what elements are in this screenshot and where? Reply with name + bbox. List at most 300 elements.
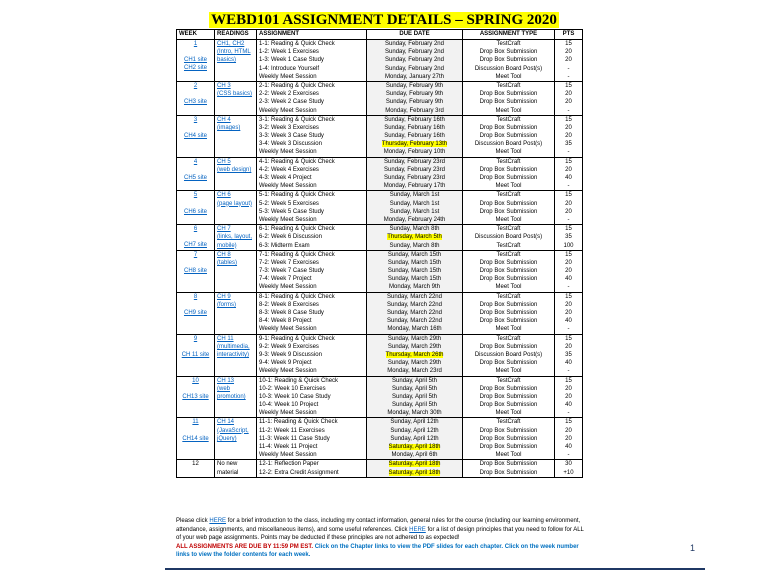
assignment-name: 6-3: Midterm Exam <box>259 242 310 249</box>
due-date-cell <box>367 115 463 157</box>
due-date: Sunday, April 12th <box>390 435 439 442</box>
assignment-type: Meet Tool <box>495 183 522 190</box>
chapter-link[interactable]: CH 5 <box>217 158 231 165</box>
assignment-cell <box>257 191 367 225</box>
assignment-type: Drop Box Submission <box>479 91 538 98</box>
assignment-type: Drop Box Submission <box>479 444 538 451</box>
due-date: Monday, March 30th <box>387 410 442 417</box>
pts-cell <box>555 115 583 157</box>
week-row <box>177 81 583 115</box>
due-date: Sunday, February 9th <box>385 82 444 89</box>
assignment-name: Weekly Meet Session <box>259 326 317 333</box>
chapter-link[interactable]: (images) <box>217 124 241 131</box>
due-date <box>369 351 460 359</box>
assignment-name: 2-3: Week 2 Case Study <box>259 99 324 106</box>
chapter-link[interactable]: (CSS basics) <box>217 91 253 98</box>
week-number-link[interactable]: 5 <box>193 192 198 199</box>
points: 30 <box>565 461 572 468</box>
due-date: Monday, February 10th <box>383 149 446 156</box>
intro-here-link[interactable]: HERE <box>209 518 227 524</box>
week-number-link[interactable]: 1 <box>193 41 198 47</box>
due-date: Monday, March 23rd <box>387 368 442 375</box>
assignment-cell <box>257 418 367 460</box>
points: 20 <box>565 268 572 275</box>
chapter-link[interactable]: (page layout) <box>217 200 253 207</box>
header-due-date: DUE DATE <box>367 30 463 40</box>
chapter-site-link[interactable]: CH5 site <box>183 174 207 181</box>
header-assignment-type: ASSIGNMENT TYPE <box>463 30 555 40</box>
week-cell <box>177 460 215 477</box>
assignment-name: 9-4: Week 9 Project <box>259 360 312 367</box>
due-date: Sunday, March 15th <box>387 259 442 266</box>
type-cell <box>463 40 555 82</box>
week-cell <box>177 250 215 292</box>
assignment-type: Meet Tool <box>495 326 522 333</box>
highlighted-date: Thursday, March 26th <box>385 351 444 358</box>
assignment-name: Weekly Meet Session <box>259 368 317 375</box>
due-date: Sunday, March 15th <box>387 268 442 275</box>
assignment-cell <box>257 157 367 191</box>
assignment-name: Weekly Meet Session <box>259 410 317 417</box>
header-assignment: ASSIGNMENT <box>257 30 367 40</box>
type-cell <box>463 81 555 115</box>
pts-cell <box>555 40 583 82</box>
chapter-link[interactable]: CH 7 <box>217 226 231 233</box>
due-date: Sunday, February 16th <box>384 124 445 131</box>
chapter-site-link[interactable]: CH1 site CH2 site <box>183 57 207 72</box>
assignment-name: 8-2: Week 8 Exercises <box>259 301 319 308</box>
assignment-type: Drop Box Submission <box>479 276 538 283</box>
assignment-cell <box>257 115 367 157</box>
assignment-type: Discussion Board Post(s) <box>474 141 543 148</box>
assignment-name: Weekly Meet Session <box>259 107 317 114</box>
chapter-link[interactable]: jQuery) <box>217 435 237 442</box>
chapter-link[interactable]: mobile) <box>217 242 237 249</box>
readings-cell <box>215 376 257 418</box>
points: 20 <box>565 99 572 106</box>
points: 20 <box>565 124 572 131</box>
points: 20 <box>565 301 572 308</box>
chapter-site-link[interactable]: CH8 site <box>183 267 207 274</box>
week-row <box>177 376 583 418</box>
chapter-link[interactable]: CH1, CH2 <box>217 41 245 47</box>
header-readings: READINGS <box>215 30 257 40</box>
due-date-cell <box>367 225 463 251</box>
chapter-link[interactable]: interactivity) <box>217 352 250 359</box>
due-date: Sunday, February 23rd <box>384 175 445 181</box>
assignment-type: Meet Tool <box>495 410 522 417</box>
pts-cell <box>555 191 583 225</box>
type-cell <box>463 292 555 334</box>
notes-text: for a brief introduction to the class, including my contact information, general rules for the course (including our learning environment, attendance, assignments, and miscellaneous items), and some useful references. Click <box>176 518 581 533</box>
week-row <box>177 418 583 460</box>
assignment-name: 2-1: Reading & Quick Check <box>259 82 335 89</box>
assignment-name: 2-2: Week 2 Exercises <box>259 91 319 98</box>
week-cell <box>177 115 215 157</box>
week-cell <box>177 81 215 115</box>
points: 20 <box>565 133 572 140</box>
assignment-type: Drop Box Submission <box>479 360 538 367</box>
week-row <box>177 292 583 334</box>
chapter-link[interactable]: CH 11 <box>217 335 234 342</box>
assignment-type: Drop Box Submission <box>479 402 538 409</box>
chapter-link[interactable]: CH 8 <box>217 251 231 258</box>
assignment-cell <box>257 250 367 292</box>
type-cell <box>463 250 555 292</box>
points: 15 <box>565 192 572 199</box>
week-cell <box>177 157 215 191</box>
assignment-name: 12-2: Extra Credit Assignment <box>259 469 339 476</box>
due-date: Sunday, April 5th <box>392 402 437 409</box>
page-title: WEBD101 ASSIGNMENT DETAILS – SPRING 2020 <box>211 12 557 28</box>
points: - <box>567 368 570 375</box>
assignment-type: TestCraft <box>496 226 521 233</box>
points: 15 <box>565 377 572 384</box>
due-date <box>369 443 460 451</box>
assignment-type: Drop Box Submission <box>479 461 538 468</box>
assignment-name: 6-2: Week 6 Discussion <box>259 234 322 241</box>
assignment-name: 1-3: Week 1 Case Study <box>259 57 324 64</box>
points: 40 <box>565 402 572 409</box>
assignment-table <box>176 29 583 478</box>
points: 15 <box>565 41 572 47</box>
points: 40 <box>565 444 572 451</box>
due-date <box>369 140 460 148</box>
due-date: Sunday, April 5th <box>392 377 437 384</box>
week-cell <box>177 225 215 251</box>
points: 20 <box>565 91 572 98</box>
due-date: Sunday, March 22nd <box>387 293 442 300</box>
notes-text: for a list of design principles that you need to follow for ALL of your web page assignments. Points may be deducted if these principles are not adhered to as expected! <box>176 526 584 542</box>
points: +10 <box>563 469 574 476</box>
notes-text: Please click <box>176 518 210 524</box>
chapter-site-link[interactable]: CH9 site <box>183 309 207 316</box>
readings-cell <box>215 191 257 225</box>
chapter-link[interactable]: basics) <box>217 57 237 64</box>
week-cell <box>177 376 215 418</box>
points: 20 <box>565 57 572 64</box>
footer-rule <box>165 568 705 570</box>
week-number-link[interactable]: 4 <box>193 158 198 165</box>
chapter-link[interactable]: (JavaScript, <box>217 427 249 434</box>
due-date-cell <box>367 157 463 191</box>
type-cell <box>463 376 555 418</box>
week-number-link[interactable]: 10 <box>192 377 199 384</box>
assignment-type: Drop Box Submission <box>479 124 538 131</box>
type-cell <box>463 115 555 157</box>
due-date: Monday, February 24th <box>383 216 446 223</box>
pts-cell <box>555 376 583 418</box>
due-date-cell <box>367 292 463 334</box>
points: 20 <box>565 310 572 317</box>
week-number-link[interactable]: 8 <box>193 293 198 300</box>
assignment-name: 4-2: Week 4 Exercises <box>259 166 319 173</box>
assignment-name: 9-2: Week 9 Exercises <box>259 343 319 350</box>
chapter-link[interactable]: (web design) <box>217 166 252 173</box>
assignment-type: Drop Box Submission <box>479 435 538 442</box>
assignment-type: Discussion Board Post(s) <box>474 65 543 72</box>
due-date: Sunday, March 8th <box>389 242 440 249</box>
chapter-link[interactable]: (Intro, HTML <box>217 49 251 56</box>
pts-cell <box>555 292 583 334</box>
due-date: Sunday, March 29th <box>387 335 442 342</box>
chapter-site-link[interactable]: CH14 site <box>182 435 209 442</box>
assignment-cell <box>257 460 367 477</box>
assignment-type: TestCraft <box>496 377 521 384</box>
readings-cell <box>215 225 257 251</box>
assignment-cell <box>257 225 367 251</box>
points: 35 <box>565 351 572 358</box>
week-row <box>177 40 583 82</box>
type-cell <box>463 460 555 477</box>
due-date: Sunday, March 22nd <box>387 310 442 317</box>
table-header-row <box>177 30 583 40</box>
due-date: Sunday, February 16th <box>384 116 445 123</box>
assignment-type: Drop Box Submission <box>479 469 538 476</box>
assignment-name: 4-3: Week 4 Project <box>259 175 312 181</box>
pts-cell <box>555 460 583 477</box>
highlighted-date: Thursday, February 13th <box>381 141 448 148</box>
points: 15 <box>565 226 572 233</box>
assignment-name: Weekly Meet Session <box>259 284 317 291</box>
due-date: Monday, April 6th <box>391 452 438 459</box>
points: - <box>567 183 570 190</box>
due-date: Sunday, February 23rd <box>384 166 445 173</box>
assignment-type: Drop Box Submission <box>479 57 538 64</box>
type-cell <box>463 418 555 460</box>
assignment-type: Meet Tool <box>495 149 522 156</box>
assignment-name: 3-4: Week 3 Discussion <box>259 141 322 148</box>
pts-cell <box>555 418 583 460</box>
points: 20 <box>565 385 572 392</box>
chapter-link[interactable]: CH 4 <box>217 116 231 123</box>
assignment-name: Weekly Meet Session <box>259 183 317 190</box>
due-date: Monday, February 3rd <box>385 107 444 114</box>
due-date <box>369 469 460 477</box>
points: 15 <box>565 82 572 89</box>
due-date-cell <box>367 81 463 115</box>
points: - <box>567 216 570 223</box>
assignment-name: 8-3: Week 8 Case Study <box>259 310 324 317</box>
assignment-type: Drop Box Submission <box>479 318 538 325</box>
week-row <box>177 157 583 191</box>
points: 40 <box>565 360 572 367</box>
due-date-cell <box>367 418 463 460</box>
assignment-type: Meet Tool <box>495 284 522 291</box>
week-row <box>177 225 583 251</box>
assignment-type: Meet Tool <box>495 73 522 80</box>
design-principles-here-link[interactable]: HERE <box>409 526 426 533</box>
due-date: Sunday, March 15th <box>387 276 442 283</box>
assignment-type: TestCraft <box>496 116 521 123</box>
chapter-site-link[interactable]: CH13 site <box>182 393 209 400</box>
due-date: Monday, March 16th <box>387 326 442 333</box>
assignment-cell <box>257 40 367 82</box>
assignment-type: TestCraft <box>496 242 521 249</box>
points: 20 <box>565 200 572 207</box>
assignment-type: Drop Box Submission <box>479 268 538 275</box>
assignment-name: Weekly Meet Session <box>259 452 317 459</box>
due-date: Sunday, March 15th <box>387 251 442 258</box>
type-cell <box>463 225 555 251</box>
week-number-link[interactable]: 6 <box>193 226 198 233</box>
assignment-type: Drop Box Submission <box>479 175 538 181</box>
assignment-type: TestCraft <box>496 82 521 89</box>
assignment-type: Drop Box Submission <box>479 427 538 434</box>
assignment-name: 10-1: Reading & Quick Check <box>259 377 339 384</box>
assignment-name: 8-4: Week 8 Project <box>259 318 312 325</box>
footer-notes <box>176 517 588 560</box>
assignment-name: 11-2: Week 11 Exercises <box>259 427 325 434</box>
due-date-cell <box>367 460 463 477</box>
points: 15 <box>565 335 572 342</box>
due-date: Sunday, April 12th <box>390 419 439 426</box>
due-date: Sunday, March 1st <box>389 200 440 207</box>
due-date <box>369 233 460 241</box>
assignment-type: Discussion Board Post(s) <box>474 351 543 358</box>
assignment-name: 9-1: Reading & Quick Check <box>259 335 335 342</box>
chapter-link[interactable]: (links, layout, <box>217 234 253 241</box>
assignment-name: 1-1: Reading & Quick Check <box>259 41 335 47</box>
points: 35 <box>565 234 572 241</box>
readings-cell <box>215 81 257 115</box>
pts-cell <box>555 225 583 251</box>
week-cell <box>177 191 215 225</box>
points: 35 <box>565 141 572 148</box>
assignment-name: Weekly Meet Session <box>259 73 317 80</box>
points: 20 <box>565 49 572 56</box>
chapter-site-link[interactable]: CH6 site <box>183 208 207 215</box>
chapter-link[interactable]: (web <box>217 385 231 392</box>
points: - <box>567 73 570 80</box>
assignment-type: Meet Tool <box>495 452 522 459</box>
due-date: Sunday, March 29th <box>387 343 442 350</box>
pts-cell <box>555 81 583 115</box>
assignment-name: 1-2: Week 1 Exercises <box>259 49 319 56</box>
chapter-site-link[interactable]: CH7 site <box>183 242 207 249</box>
chapter-link[interactable]: CH 14 <box>217 419 235 426</box>
assignment-name: 12-1: Reflection Paper <box>259 461 319 468</box>
points: 20 <box>565 427 572 434</box>
due-date: Sunday, March 8th <box>389 226 440 233</box>
assignment-name: Weekly Meet Session <box>259 149 317 156</box>
assignment-cell <box>257 81 367 115</box>
assignment-name: 11-4: Week 11 Project <box>259 444 318 451</box>
highlighted-date: Thursday, March 5th <box>387 234 442 241</box>
readings-cell <box>215 115 257 157</box>
week-number-link[interactable]: 3 <box>193 116 198 123</box>
points: 20 <box>565 166 572 173</box>
due-date: Sunday, March 1st <box>389 192 440 199</box>
assignment-type: Drop Box Submission <box>479 343 538 350</box>
points: 15 <box>565 419 572 426</box>
chapter-site-link[interactable]: CH 11 site <box>181 351 210 358</box>
readings-cell <box>215 40 257 82</box>
points: - <box>567 284 570 291</box>
assignment-type: Drop Box Submission <box>479 166 538 173</box>
assignment-type: Meet Tool <box>495 368 522 375</box>
points: - <box>567 107 570 114</box>
chapter-link[interactable]: promotion) <box>217 393 246 400</box>
assignment-name: 10-2: Week 10 Exercises <box>259 385 326 392</box>
points: 40 <box>565 175 572 181</box>
assignment-type: TestCraft <box>496 335 521 342</box>
assignment-type: Drop Box Submission <box>479 208 538 215</box>
assignment-type: TestCraft <box>496 293 521 300</box>
due-date: Sunday, March 29th <box>387 360 442 367</box>
chapter-site-link[interactable]: CH3 site <box>183 99 207 106</box>
week-cell <box>177 40 215 82</box>
due-date: Sunday, February 9th <box>385 91 444 98</box>
chapter-link: No new <box>217 461 238 468</box>
chapter-link[interactable]: CH 9 <box>217 293 231 300</box>
chapter-link[interactable]: CH 13 <box>217 377 235 384</box>
points: 20 <box>565 259 572 266</box>
readings-cell <box>215 292 257 334</box>
assignment-name: 11-1: Reading & Quick Check <box>259 419 338 426</box>
assignment-name: 5-3: Week 5 Case Study <box>259 208 324 215</box>
due-date: Sunday, March 22nd <box>387 318 442 325</box>
assignment-type: Meet Tool <box>495 216 522 223</box>
assignment-type: TestCraft <box>496 251 521 258</box>
chapter-link[interactable]: (forms) <box>217 301 236 308</box>
due-date: Sunday, February 23rd <box>384 158 445 165</box>
type-cell <box>463 334 555 376</box>
assignment-name: 1-4: Introduce Yourself <box>259 65 320 72</box>
points: - <box>567 65 570 72</box>
assignment-type: Drop Box Submission <box>479 99 538 106</box>
due-time-notice: ALL ASSIGNMENTS ARE DUE BY 11:59 PM EST. <box>176 543 314 550</box>
assignment-type: Discussion Board Post(s) <box>474 234 543 241</box>
week-number-link[interactable]: 11 <box>192 419 199 426</box>
points: 40 <box>565 318 572 325</box>
chapter-link[interactable]: CH 3 <box>217 82 231 89</box>
points: 15 <box>565 116 572 123</box>
due-date: Monday, March 9th <box>389 284 440 291</box>
highlighted-date: Saturday, April 18th <box>388 461 441 468</box>
assignment-type: Meet Tool <box>495 107 522 114</box>
assignment-type: TestCraft <box>496 419 521 426</box>
week-row <box>177 250 583 292</box>
week-number-link[interactable]: 7 <box>193 251 198 258</box>
assignment-cell <box>257 292 367 334</box>
highlighted-date: Saturday, April 18th <box>388 469 441 476</box>
week-cell <box>177 292 215 334</box>
chapter-link[interactable]: (multimedia, <box>217 343 250 350</box>
due-date: Sunday, February 2nd <box>385 57 444 64</box>
due-date <box>369 460 460 468</box>
due-date: Sunday, February 9th <box>385 99 444 106</box>
assignment-name: 3-2: Week 3 Exercises <box>259 124 319 131</box>
pts-cell <box>555 334 583 376</box>
chapter-site-link[interactable]: CH4 site <box>183 132 207 139</box>
points: 15 <box>565 293 572 300</box>
points: 100 <box>563 242 574 249</box>
chapter-link[interactable]: (tables) <box>217 259 238 266</box>
header-week: WEEK <box>177 30 215 40</box>
week-row <box>177 460 583 477</box>
assignment-type: Drop Box Submission <box>479 310 538 317</box>
assignment-type: Drop Box Submission <box>479 393 538 400</box>
week-number-link[interactable]: 2 <box>193 82 198 89</box>
page-number: 1 <box>690 543 696 553</box>
chapter-link[interactable]: CH 6 <box>217 192 231 199</box>
week-number-link[interactable]: 9 <box>193 335 198 342</box>
points: 20 <box>565 393 572 400</box>
readings-cell <box>215 418 257 460</box>
due-date: Sunday, April 5th <box>392 393 437 400</box>
due-date: Sunday, March 22nd <box>387 301 442 308</box>
